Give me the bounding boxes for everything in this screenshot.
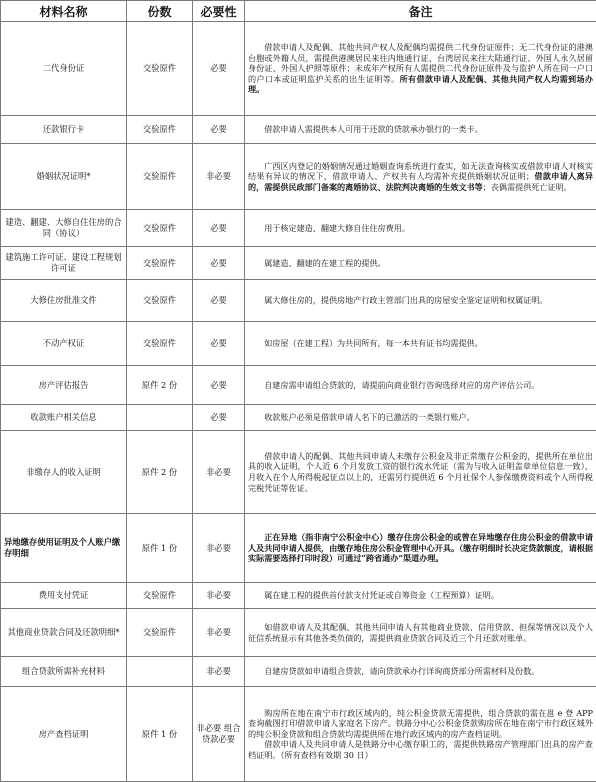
note-text: 广西区内登记的婚姻情况通过婚姻查询系统进行查实，如无法查询核实或借款申请人对核实结果有异议的情况下，借款申请人、产权共有人均需补充提供婚姻状况证明； [248,161,593,182]
note-cell [245,687,596,782]
material-name-cell: 房产查档证明 [1,687,127,782]
table-row [1,144,596,210]
table-row [1,366,596,405]
copies-cell: 交验原件 [127,116,193,144]
necessity-cell: 必要 [193,405,245,431]
table-row [1,657,596,687]
necessity-cell: 必要 [193,247,245,280]
note-cell [245,657,596,687]
material-name-cell: 大修住房批准文件 [1,280,127,322]
necessity-cell: 非必要 组合贷款必要 [193,687,245,782]
note-text: 收款账户必须是借款申请人名下的已激活的一类银行账户。 [264,412,474,422]
note-cell [245,609,596,657]
note-text: 属大修住房的，提供房地产行政主管部门出具的房屋安全鉴定证明和权属证明。 [264,295,547,305]
necessity-cell: 必要 [193,322,245,366]
material-name-cell: 异地缴存使用证明及个人账户缴存明细 [1,514,127,583]
note-text: 所有借款申请人及配偶、其他共同产权人均需到场办理。 [248,74,593,95]
note-text: 正在异地（指非南宁公积金中心）缴存住房公积金的或曾在异地缴存住房公积金的借款申请人及共同申请人提供，由缴存地住房公积金管理中心开具。（缴存明细时长决定贷款额度，请根据实际需要选择打印时段）可通过“跨省通办”渠道办理。 [248,532,593,563]
table-row [1,405,596,431]
header-necessity: 必要性 [193,1,245,22]
copies-cell: 原件 1 份 [127,514,193,583]
necessity-cell: 非必要 [193,583,245,609]
note-text: 借款申请人的配偶、其他共同申请人未缴存公积金及非正常缴存公积金的，提供所在单位出具的收入证明，个人近 6 个月发放工资的银行流水凭证（需为与收入证明盖章单位信息一致），月收入在个人所得税起征点以上的，还需另行提供近 6 个月社保个人参保缴费资料或个人所得税完税凭证等佐证。 [248,451,593,493]
table-row [1,687,596,782]
necessity-cell: 必要 [193,280,245,322]
note-text: 自建房需申请组合贷款的，请提前向商业银行咨询选择对应的房产评估公司。 [264,380,539,390]
note-text: 用于核定建造、翻建大修自住住房费用。 [264,223,410,233]
material-name-cell: 建造、翻建、大修自住住房的合同（协议） [1,210,127,247]
copies-cell: 交验原件 [127,322,193,366]
copies-cell: 交验原件 [127,247,193,280]
material-name-cell: 建筑施工许可证、建设工程规划许可证 [1,247,127,280]
copies-cell: 原件 1 份 [127,687,193,782]
necessity-cell: 非必要 [193,514,245,583]
header-notes: 备注 [245,1,596,22]
necessity-cell: 非必要 [193,144,245,210]
note-cell [245,210,596,247]
copies-cell: 交验原件 [127,583,193,609]
note-text: 属建造、翻建的在建工程的提供。 [264,258,385,268]
note-text: 借款申请人及共同申请人是铁路分中心缴存职工的，需提供铁路房产管理部门出具的房产查档证明。（所有查档有效期 30 日） [248,739,593,760]
note-cell [245,514,596,583]
copies-cell: 原件 2 份 [127,366,193,405]
necessity-cell: 必要 [193,366,245,405]
copies-cell [127,657,193,687]
table-row [1,22,596,116]
note-cell [245,405,596,431]
copies-cell: 交验原件 [127,280,193,322]
table-row [1,431,596,514]
note-text: 自建房贷款如申请组合贷款，请向贷款承办行详询商贷部分所需材料及份数。 [264,666,539,676]
note-text: 属在建工程的提供首付款支付凭证或自筹资金（工程预算）证明。 [264,590,499,600]
table-row [1,322,596,366]
material-name-cell: 非缴存人的收入证明 [1,431,127,514]
note-cell [245,22,596,116]
note-text: 借款申请人离异的，需提供民政部门备案的离婚协议、法院判决离婚的生效文书等 [248,171,593,192]
note-text: 借款申请人需提供本人可用于还款的贷款承办银行的一类卡。 [264,124,483,134]
copies-cell: 交验原件 [127,22,193,116]
table-row [1,514,596,583]
table-row [1,210,596,247]
note-cell [245,431,596,514]
note-text: 购房所在地在南宁市行政区域内的，纯公积金贷款无需提供，组合贷款的需在邕 e 登 APP 查询截图打印借款申请人家庭名下房产。铁路分中心公积金贷款购房所在地在南宁市行政区域外的纯公积金贷款和组合贷款均需提供所在地行政区域内的房产查档证明。 [248,708,593,740]
necessity-cell: 必要 [193,210,245,247]
necessity-cell: 非必要 [193,431,245,514]
note-cell [245,247,596,280]
note-cell [245,144,596,210]
material-name-cell: 房产评估报告 [1,366,127,405]
copies-cell: 交验原件 [127,210,193,247]
table-row [1,116,596,144]
note-cell [245,322,596,366]
material-name-cell: 组合贷款所需补充材料 [1,657,127,687]
material-name-cell: 收款账户相关信息 [1,405,127,431]
necessity-cell: 必要 [193,22,245,116]
material-name-cell: 还款银行卡 [1,116,127,144]
table-row [1,247,596,280]
table-row [1,280,596,322]
header-row [1,1,596,22]
necessity-cell: 必要 [193,116,245,144]
necessity-cell: 非必要 [193,609,245,657]
copies-cell [127,405,193,431]
material-name-cell: 二代身份证 [1,22,127,116]
note-cell [245,116,596,144]
header-copies: 份数 [127,1,193,22]
material-name-cell: 费用支付凭证 [1,583,127,609]
necessity-cell: 非必要 [193,657,245,687]
header-material-name: 材料名称 [1,1,127,22]
table-row [1,583,596,609]
note-text: 借款申请人及配偶、其他共同产权人及配偶均需提供二代身份证原件；无二代身份证的港澳台胞或外籍人员，需提供港澳居民来往内地通行证、台湾居民来往大陆通行证、外国人永久居留身份证、外国人护照等原件；未成年产权所有人需提供二代身份证原件及与监护人所在同一户口的户口本或证明监护关系的出生证明等。 [248,42,593,84]
copies-cell: 交验原件 [127,609,193,657]
note-text: 如房屋（在建工程）为共同所有，每一本共有证书均需提供。 [264,338,483,348]
material-name-cell: 婚姻状况证明* [1,144,127,210]
copies-cell: 交验原件 [127,144,193,210]
table-row [1,609,596,657]
copies-cell: 原件 2 份 [127,431,193,514]
note-text: 如借款申请人及其配偶、其他共同申请人有其他商业贷款、信用贷款、担保等情况以及个人征信系统显示有其他各类负债的，需提供商业贷款合同及近三个月还款对账单。 [248,622,593,643]
material-name-cell: 不动产权证 [1,322,127,366]
note-cell [245,366,596,405]
note-cell [245,280,596,322]
material-name-cell: 其他商业贷款合同及还款明细* [1,609,127,657]
note-text: ；丧偶需提供死亡证明。 [483,182,572,192]
note-cell [245,583,596,609]
table-body [1,22,596,782]
